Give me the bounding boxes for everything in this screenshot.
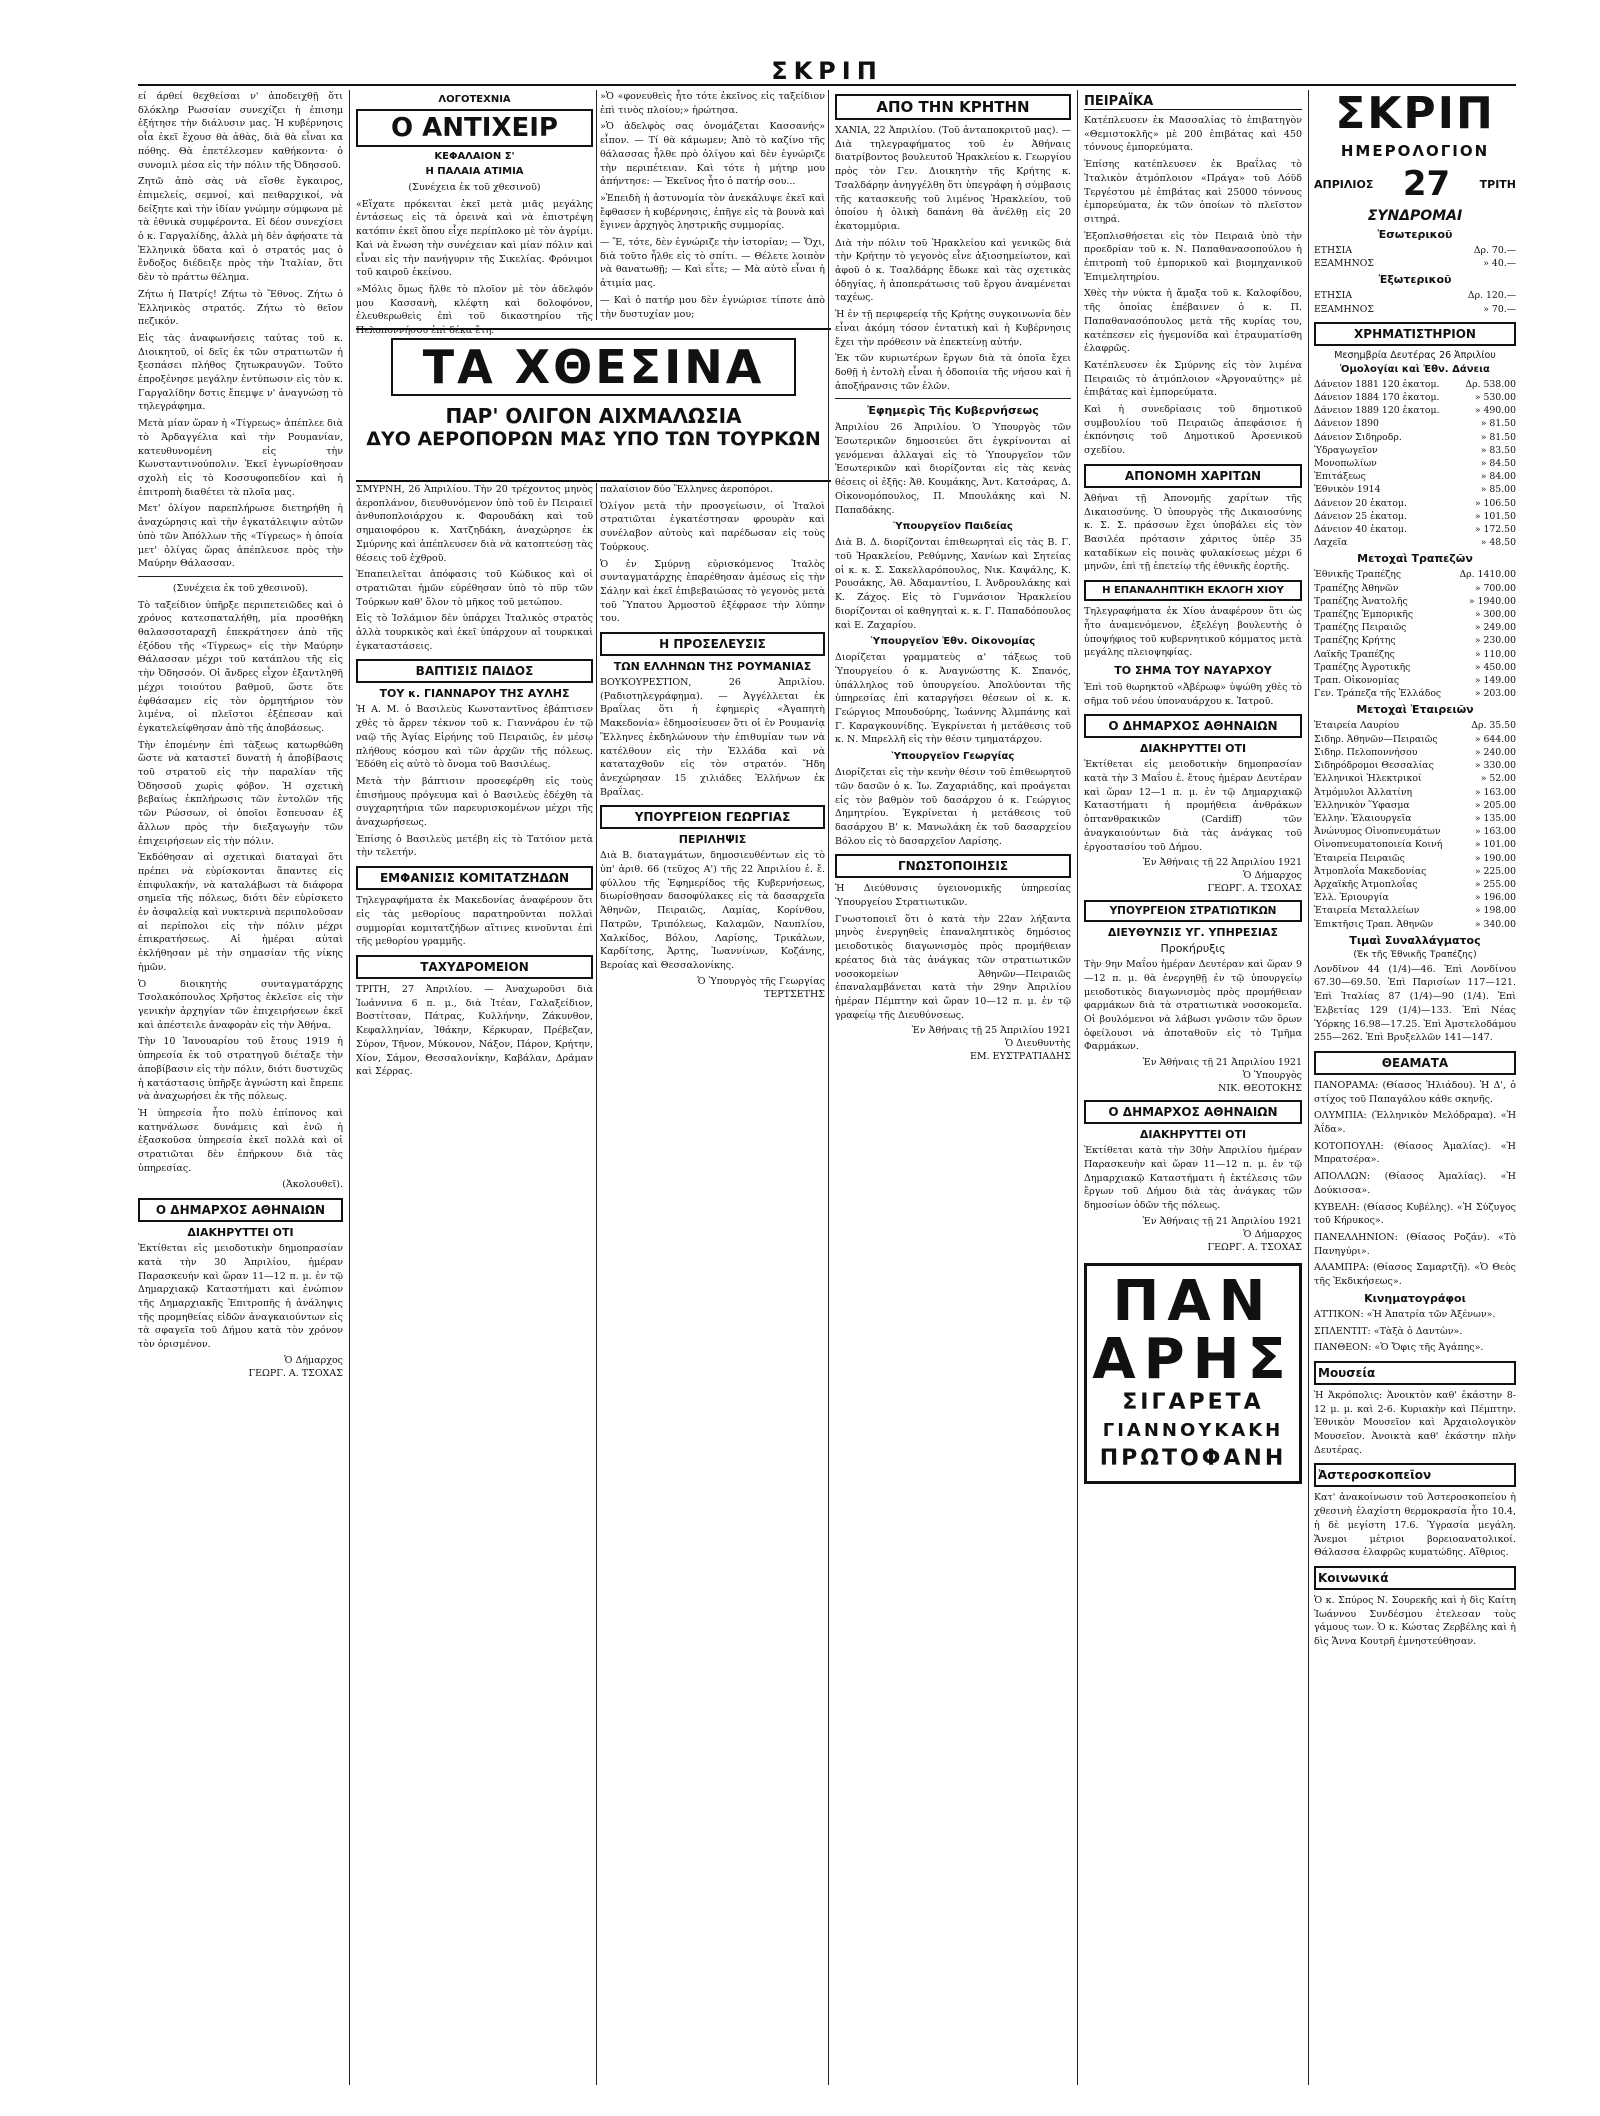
museums-text: Ἡ Ἀκρόπολις: Ἀνοικτὸν καθ' ἑκάστην 8-12 μ. μ. καὶ 2-6. Κυριακὴν καὶ Πέμπτην. Ἐθνικὸν Μουσεῖον καὶ Ἀρχαιολογικὸν Μουσεῖον. Ἀνοικτὰ καθ' ἑκάστην πλὴν Δευτέρας. (1314, 1389, 1516, 1456)
komitadji-heading: ΕΜΦΑΝΙΣΙΣ ΚΟΜΙΤΑΤΖΗΔΩΝ (356, 866, 593, 890)
table-row (1314, 719, 1516, 732)
row-label: Δάνειον 1881 120 ἑκατομ. (1314, 378, 1440, 390)
row-label: Ἐπικτῆσις Τραπ. Ἀθηνῶν (1314, 918, 1434, 930)
row-label: Ἀτμοπλοΐα Μακεδονίας (1314, 865, 1427, 877)
headline-deck: ΔΥΟ ΑΕΡΟΠΟΡΩΝ ΜΑΣ ΥΠΟ ΤΩΝ ΤΟΥΡΚΩΝ (366, 428, 821, 450)
list-item: ΑΠΟΛΛΩΝ: (Θίασος Ἀμαλίας). «Ἡ Δούκισσα». (1314, 1171, 1516, 1196)
chios-election-heading: Η ΕΠΑΝΑΛΗΠΤΙΚΗ ΕΚΛΟΓΗ ΧΙΟΥ (1084, 580, 1302, 601)
signature-name: ΓΕΩΡΓ. Α. ΤΣΟΧΑΣ (1207, 883, 1302, 895)
agriculture-heading: ΥΠΟΥΡΓΕΙΟΝ ΓΕΩΡΓΙΑΣ (600, 805, 825, 829)
subscription-row: ΕΤΗΣΙΑ Δρ. 70.— (1314, 245, 1516, 256)
row-label: Δάνειον 25 ἑκατομ. (1314, 510, 1407, 522)
signature-title: Ὁ Διευθυντὴς (1004, 1038, 1071, 1050)
column-4 (835, 90, 1071, 2085)
article-text: Τηλεγραφήματα ἐκ Μακεδονίας ἀναφέρουν ὅτι εἰς τὰς μεθορίους παρατηροῦνται πολλαὶ συμμορίαι κομιτατζήδων αἵτινες κινοῦνται ἐπὶ τῆς μεθορίου γραμμῆς. (356, 895, 593, 948)
table-row (1314, 918, 1516, 931)
article-text: εί άρθεί θεχθείσαι ν' ἀποδειχθῇ ὅτι δλόκληρ Ρωσσίαν συνεχίζει ἡ ἐπισημ ἐξήτησε τὴν διάλυσιν μας. Ἡ κυβέρνησις οἶα ἐκεῖ ἔχουσ θὰ ἀθὰς, διὰ θὰ εἶναι κα πόθης. Θὰ ἐπετέλεσμεν καθήκοντα· ὁ συνομιλ μέσα εἰς τὴν πόλιν τῆς Ὀδησσοῦ. (138, 91, 343, 171)
signature-date: Ἐν Ἀθήναις τῇ 22 Ἀπριλίου 1921 (1142, 857, 1302, 869)
article-text: Ὀλίγον μετὰ τὴν προσγείωσιν, οἱ Ἰταλοὶ στρατιῶται ἐγκατέστησαν φρουρὰν καὶ συνέλαβον αὐτοὺς καὶ παρέδωσαν εἰς τοὺς Τούρκους. (600, 500, 825, 553)
table-row (1314, 536, 1516, 549)
signature-date: Ἐν Ἀθήναις τῇ 21 Ἀπριλίου 1921 (1142, 1215, 1302, 1227)
row-value: » 340.00 (1474, 918, 1516, 930)
row-label: Δάνειον 1884 170 ἑκατομ. (1314, 392, 1440, 404)
pardons-heading: ΑΠΟΝΟΜΗ ΧΑΡΙΤΩΝ (1084, 464, 1302, 488)
article-text: Ἐκτίθεται εἰς μειοδοτικὴν δημοπρασίαν κατὰ τὴν 3 Μαΐου ἐ. ἔτους ἡμέραν Δευτέραν καὶ ὥραν 12—1 π. μ. ἐν τῷ Δημαρχιακῷ Καταστήματι ἡ προμήθεια ἀνθράκων ὀπτανθρακικῶν (Cardiff) τῶν ἀναγκαιούντων διὰ τὰς ἀνάγκας τοῦ ἐργοστασίου τοῦ Δήμου. (1084, 759, 1302, 853)
row-value: » 163.00 (1474, 786, 1516, 798)
fx-rates-text: Λονδῖνον 44 (1/4)—46. Ἐπὶ Λονδίνου 67.30—69.50. Ἐπὶ Παρισίων 117—121. Ἐπὶ Ἰταλίας 87 (1/4)—90 (1/4). Ἐπὶ Ἑλβετίας 129 (1/4)—133. Ἐπὶ Νέας Ὑόρκης 16.98—17.25. Ἐπὶ Ἀμστελοδάμου 255—262. Ἐπὶ Βρυξελλῶν 141—147. (1314, 963, 1516, 1044)
date-weekday: ΤΡΙΤΗ (1479, 177, 1516, 191)
education-heading: Ὑπουργεῖον Παιδείας (893, 521, 1013, 533)
signature-title: Ὁ Δήμαρχος (1243, 870, 1302, 882)
cigarette-advertisement (1084, 1263, 1302, 1484)
article-text: Ἀθήναι τῇ Ἀπονομῆς χαρίτων τῆς Δικαιοσύνης. Ὁ ὑπουργὸς τῆς Δικαιοσύνης κ. Σ. Σ. πράσσων ἔχει ὑποβάλει εἰς τὸν Βασιλέα πρότασιν χάριτος ὑπὲρ 35 καταδίκων εἰς ποινὰς φυλακίσεως μέχρι 6 μηνῶν, ἐπὶ τῇ ἐπετείῳ τῆς ἐθνικῆς ἑορτῆς. (1084, 492, 1302, 573)
row-value: » 48.50 (1480, 537, 1516, 549)
headline-main: ΤΑ ΧΘΕΣΙΝΑ (391, 338, 797, 396)
row-value: » 81.50 (1480, 418, 1516, 430)
table-row (1314, 865, 1516, 878)
corporations-heading: Μετοχαὶ Ἑταιρειῶν (1356, 703, 1474, 717)
row-value: Δρ. 35.50 (1471, 720, 1516, 732)
table-row (1314, 417, 1516, 430)
economy-heading: Ὑπουργεῖον Ἐθν. Οἰκονομίας (870, 636, 1036, 648)
row-label: Τραπέζης Ἀθηνῶν (1314, 582, 1399, 594)
observatory-heading: Ἀστεροσκοπεῖον (1314, 1463, 1516, 1487)
table-row (1314, 772, 1516, 785)
article-text: Ὁ διοικητὴς συνταγματάρχης Τσολακόπουλος Χρῆστος ἐκλεῖσε εἰς τὴν γενικὴν ἀρχηγίαν τῶν ἐπιχειρήσεων ἐκεῖ καὶ ἀπέστειλε ἀναφορὰν εἰς τὴν Ἀθήνα. (138, 978, 343, 1031)
bonds-heading: Ὁμολογίαι καὶ Ἐθν. Δάνεια (1340, 363, 1490, 375)
article-text: Ἐκ τῶν κυριωτέρων ἔργων διὰ τὰ ὁποῖα ἔχει δοθῇ ἡ ἐντολὴ εἶναι ἡ ὁδοποιία τῆς νήσου καὶ ἡ ἀποξήρανσις τῶν ἑλῶν. (835, 353, 1071, 392)
row-label: Τραπ. Οἰκονομίας (1314, 675, 1400, 687)
row-label: Δάνειον Σιδηροδρ. (1314, 431, 1402, 443)
list-item: ΑΤΤΙΚΟΝ: «Ἡ Ἀπατρία τῶν Ἀξένων». (1314, 1308, 1496, 1320)
row-value: » 52.00 (1480, 773, 1516, 785)
table-row (1314, 378, 1516, 391)
row-label: Γεν. Τράπεζα τῆς Ἑλλάδος (1314, 688, 1442, 700)
signature-title: Ὁ Δήμαρχος (284, 1354, 343, 1366)
row-value: » 330.00 (1474, 760, 1516, 772)
military-notice-subheading: ΔΙΕΥΘΥΝΣΙΣ ΥΓ. ΥΠΗΡΕΣΙΑΣ (1107, 926, 1279, 940)
row-value: » 644.00 (1474, 733, 1516, 745)
table-row (1314, 746, 1516, 759)
crete-heading: ΑΠΟ ΤΗΝ ΚΡΗΤΗΝ (835, 94, 1071, 120)
table-row (1314, 648, 1516, 661)
row-label: Οἰνοπνευματοποιεία Κοινή (1314, 839, 1443, 851)
article-text: Ἐπὶ τοῦ θωρηκτοῦ «Ἀβέρωφ» ὑψώθη χθὲς τὸ σῆμα τοῦ νέου ὑποναυάρχου κ. Ἰατροῦ. (1084, 681, 1302, 707)
article-text: Ζήτω ἡ Πατρίς! Ζήτω τὸ Ἔθνος. Ζήτω ὁ Ἑλληνικὸς στρατός. Ζήτω τὸ θεῖον πεζικόν. (138, 288, 343, 328)
row-label: Ἐθνικὸν 1914 (1314, 484, 1381, 496)
ad-line: ΑΡΗΣ (1092, 1327, 1294, 1393)
table-row (1314, 852, 1516, 865)
column-rule (596, 90, 597, 320)
article-text: Ἐπίσης ὁ Βασιλεὺς μετέβη εἰς τὸ Τατόιον μετὰ τὴν τελετήν. (356, 833, 593, 859)
row-value: » 240.00 (1474, 746, 1516, 758)
column-rule (828, 90, 829, 2085)
notice-text: Ἐκτίθεται εἰς μειοδοτικὴν δημοπρασίαν κατὰ τὴν 30 Ἀπριλίου, ἡμέραν Παρασκευήν καὶ ὥραν 11—12 π. μ. ἐν τῷ Δημαρχιακῷ Καταστήματι καὶ ἐνώπιον τῆς Δημαρχιακῆς Ἐπιτροπῆς ἡ ἀνάληψις τῆς προμηθείας εἰδῶν ἀναγκαιούντων εἰς τὰ σφαγεῖα τοῦ Δήμου κατὰ τὸν χρόνον τὸν ὁρισμένον. (138, 1243, 343, 1351)
table-row (1314, 759, 1516, 772)
row-label: Λαϊκῆς Τραπέζης (1314, 648, 1395, 660)
table-row (1314, 457, 1516, 470)
article-text: Ἡ Α. Μ. ὁ Βασιλεὺς Κωνσταντῖνος ἐβάπτισεν χθὲς τὸ ἄρρεν τέκνον τοῦ κ. Γιαννάρου ἐν τῷ ναῷ τῆς Ἀγίας Εἰρήνης τοῦ Πειραιῶς, ἐν μέσῳ πλήθους κόσμου καὶ τῶν ἀρχῶν τῆς πόλεως. Ἐδόθη εἰς αὐτὸ τὸ ὄνομα τοῦ Βασιλέως. (356, 704, 593, 771)
exchange-heading: ΧΡΗΜΑΤΙΣΤΗΡΙΟΝ (1314, 322, 1516, 346)
notice-subheading: ΔΙΑΚΗΡΥΤΤΕΙ ΟΤΙ (187, 1226, 294, 1240)
banks-heading: Μετοχαὶ Τραπεζῶν (1357, 552, 1473, 566)
article-text: Ἡ ἐν τῇ περιφερείᾳ τῆς Κρήτης συγκοινωνία δὲν εἶναι ἀκόμη τόσον ἐντατικὴ καὶ ἡ Κυβέρνησις ἔχει τὴν πρόθεσιν νὰ ἐπεκτείνῃ αὐτήν. (835, 309, 1071, 348)
row-label: Μονοπωλίων (1314, 458, 1377, 470)
article-text: Τὴν 10 Ἰανουαρίου τοῦ ἔτους 1919 ἡ ὑπηρεσία ἐκ τοῦ στρατηγοῦ διέταξε τὴν ἀποβίβασιν εἰς τὴν πόλιν, διότι δυστυχῶς ἡ κατάστασις ὑπῆρξε ἀγνώστη καὶ ἔπρεπε νὰ ἀναχωρήσει ἐκ τῆς πόλεως. (138, 1036, 343, 1103)
mayor-notice-subheading-2: ΔΙΑΚΗΡΥΤΤΕΙ ΟΤΙ (1139, 1128, 1247, 1142)
novel-text: — Καὶ ὁ πατήρ μου δὲν ἐγνώρισε τίποτε ἀπὸ τὴν δυστυχίαν μου; (600, 294, 825, 320)
subscriptions-heading: ΣΥΝΔΡΟΜΑΙ (1367, 208, 1463, 224)
notice-heading: Ο ΔΗΜΑΡΧΟΣ ΑΘΗΝΑΙΩΝ (138, 1198, 343, 1222)
row-value: » 450.00 (1474, 661, 1516, 673)
row-value: » 106.50 (1474, 497, 1516, 509)
article-text: Τὸ ταξείδιον ὑπῆρξε περιπετειῶδες καὶ ὁ χρόνος κατεσπαταλήθη, μία προσθήκη θαλασσοταραχῆ ἐπεκράτησεν ἀπὸ τῆς ἐξόδου τῆς «Τίγρεως» εἰς τὴν Μαύρην Θάλασσαν μέχρι τοῦ κατάπλου τῆς εἰς τὴν Ὀδησσόν. Οἱ ἄνδρες εἶχον ἐξαντληθῆ μέχρι τοιούτου βαθμοῦ, ὥστε ὅτε ἐφθάσαμεν εἰς τὸν ὁρμητήριον τὸν λιμένα, οἱ πλεῖστοι ἐξέπεσαν καὶ ἐγκατελείφθησαν ἀπὸ τῆς ἀποβάσεως. (138, 599, 343, 734)
novel-text: »Μόλις ὅμως ἤλθε τὸ πλοῖον μὲ τὸν ἀδελφόν μου Κασσανὴ, κλέφτη καὶ δολοφόνον, ἐλευθερωθεὶς ἐπὶ τοῦ δικαστηρίου τῆς Πελοποννήσου ἐπὶ δέκα ἔτη. (356, 283, 593, 337)
theaters-list (1314, 1079, 1516, 1289)
article-text: Ἐκτίθεται κατὰ τὴν 30ὴν Ἀπριλίου ἡμέραν Παρασκευὴν καὶ ὥραν 11—12 π. μ. ἐν τῷ Δημαρχιακῷ Καταστήματι ἡ ἐκτέλεσις τῶν ἔργων τοῦ Δήμου διὰ τὰς ἀνάγκας τῶν δημοσίων ὁδῶν τῆς πόλεως. (1084, 1145, 1302, 1211)
column-3-lower (600, 483, 825, 2085)
table-row (1314, 904, 1516, 917)
column-2b (600, 90, 825, 320)
table-row (1314, 470, 1516, 483)
piraeus-heading: ΠΕΙΡΑΪΚΑ (1084, 94, 1302, 110)
article-text: Ἐκδόθησαν αἱ σχετικαὶ διαταγαὶ ὅτι πρέπει νὰ εὑρίσκονται ἅπαντες εἰς ἐπιφυλακήν, νὰ καταλάβωσι τὰ διάφορα σημεῖα τῆς πόλεως, διότι δὲν εὑρίσκετο ἐν ἀσφαλείᾳ καὶ νυκτερινὰ περιπολοῦσαν αἱ περίπολοι εἰς τὴν πόλιν μέχρι ἐπικρατήσεως. Αἱ ἡμέραι αὐταὶ ἐκλήθησαν μὲ τὴν σημασίαν τῆς νίκης ἡμῶν. (138, 852, 343, 973)
list-item: ΠΑΝΟΡΑΜΑ: (Θίασος Ἠλιάδου). Ἡ Δ', ὁ στίχος τοῦ Παπαγάλου κάθε σκηνῆς. (1314, 1079, 1516, 1105)
row-value: » 172.50 (1474, 524, 1516, 536)
row-value: » 300.00 (1474, 609, 1516, 621)
ad-line: ΠΑΝ (1112, 1269, 1274, 1335)
table-row (1314, 595, 1516, 608)
column-2 (356, 90, 593, 337)
social-text: Ὁ κ. Σπύρος Ν. Σουρεκῆς καὶ ἡ δὶς Καίτη Ἰωάννου Συνδέσμου ἐτελεσαν τοὺς γάμους των. Ὁ κ. Κώστας Ζερβέλης καὶ ἡ δὶς Ἄννα Κουτρῆ ἐμνηστεύθησαν. (1314, 1594, 1516, 1648)
list-item: ΠΑΝΕΛΛΗΝΙΟΝ: (Θίασος Ροζάν). «Τὸ Πανηγύρι». (1314, 1231, 1516, 1257)
exchange-subheading: Μεσημβρία Δευτέρας 26 Ἀπριλίου (1334, 349, 1496, 361)
row-value: Δρ. 538.00 (1465, 378, 1516, 390)
table-row (1314, 404, 1516, 417)
column-5 (1084, 90, 1302, 2085)
article-text: ΣΜΥΡΝΗ, 26 Ἀπριλίου. Τὴν 20 τρέχοντος μηνὸς ἀεροπλάνον, διευθυνόμενον ὑπὸ τοῦ ἐν Πειραιεῖ ἀνθυποπλοιάρχου κ. Φαρουδάκη καὶ τοῦ σημαιοφόρου κ. Χατζηδάκη, ἀναχώρησε ἐκ Σμύρνης καὶ ἀπέπλευσεν διὰ νὰ κατοπτεύσῃ τὰς θέσεις τοῦ ἐχθροῦ. (356, 484, 593, 564)
mayor-notice-subheading: ΔΙΑΚΗΡΥΤΤΕΙ ΟΤΙ (1139, 742, 1247, 756)
row-label: Ἑταιρεία Πειραιῶς (1314, 852, 1405, 864)
row-value: Δρ. 1410.00 (1459, 569, 1516, 581)
article-text: Τὴν ἐπομένην ἐπὶ τὰξεως κατωρθώθη ὥστε νὰ καταστεῖ δυνατὴ ἡ ἀποβίβασις τοῦ στρατοῦ εἰς τὴν παραλίαν τῆς Ὀδησσοῦ χωρὶς φόβον. Ἡ σχετικὴ βεβαίως ἐκπλήρωσις τῶν ἐντολῶν τῆς τῶν Ρώσσων, οἱ ὁποῖοι ἔσπευσαν ἐξ ἄλλων πρὸς τὴν διεξαγωγὴν τῶν ἐπιχειρήσεων εἰς τὴν πόλιν. (138, 739, 343, 847)
baptism-heading: ΒΑΠΤΙΣΙΣ ΠΑΙΔΟΣ (356, 659, 593, 683)
continuation-note: (Συνέχεια ἐκ τοῦ χθεσινοῦ) (408, 182, 541, 193)
row-label: Ἑταιρεία Μεταλλείων (1314, 905, 1420, 917)
table-row (1314, 608, 1516, 621)
table-row (1314, 661, 1516, 674)
ad-line: ΣΙΓΑΡΕΤΑ (1122, 1390, 1264, 1416)
article-text: Ἐξοπλισθήσεται εἰς τὸν Πειραιᾶ ὑπὸ τὴν προεδρίαν τοῦ κ. Ν. Παπαθανασοπούλου ἡ ἐπιτροπὴ τοῦ ἐμπορικοῦ καὶ βιομηχανικοῦ Ἐπιμελητηρίου. (1084, 230, 1302, 283)
row-label: Ἀνώνυμος Οἰνοπνευμάτων (1314, 826, 1441, 838)
novel-chapter: ΚΕΦΑΛΑΙΟΝ Σ' (434, 151, 515, 162)
bonds-table (1314, 378, 1516, 550)
table-row (1314, 687, 1516, 700)
signature-name: ΕΜ. ΕΥΣΤΡΑΤΙΑΔΗΣ (969, 1051, 1071, 1063)
article-text: Μετ' ὀλίγον παρεπλήρωσε διετηρήθη ἡ ἀναχώρησις καὶ τὴν ἐγκατάλειψιν αὐτῶν ὑπὸ τῶν Ἀπόλλων τῆς «Τίγρεως» ἡ ὁποία μετ' ὀλίγας ὥρας ἀπέπλευσε πρὸς τὴν Μαύρην Θάλασσαν. (138, 503, 343, 570)
row-label: Ἐθνικῆς Τραπέζης (1314, 569, 1402, 581)
military-notice-heading: ΥΠΟΥΡΓΕΙΟΝ ΣΤΡΑΤΙΩΤΙΚΩΝ (1084, 900, 1302, 922)
calendar-heading: ΗΜΕΡΟΛΟΓΙΟΝ (1340, 142, 1490, 160)
cinemas-heading: Κινηματογράφοι (1364, 1291, 1466, 1305)
row-value: » 490.00 (1474, 405, 1516, 417)
row-value: » 205.00 (1474, 799, 1516, 811)
article-text: Διὰ Β. Δ. διορίζονται ἐπιθεωρηταὶ εἰς τὰς Β. Γ. τοῦ Ἡρακλείου, Ρεθύμνης, Χανίων καὶ Σητείας οἱ κ. κ. Σ. Σακελλαρόπουλος, Νικ. Καψάλης, Κ. Ρουσάκης, Ἀθ. Ἀδαμαντίου, Ι. Ἀνδρουλάκης καὶ Κ. Ζάχος. Εἰς τὸ Γυμνάσιον Ἡρακλείου διορίζονται οἱ καθηγηταὶ κ. κ. Γ. Παπαδόπουλος καὶ Ε. Ζαχαρίου. (835, 537, 1071, 631)
row-value: » 1940.00 (1468, 595, 1516, 607)
cinemas-list (1314, 1308, 1516, 1355)
interior-label: Ἐσωτερικοῦ (1377, 228, 1453, 241)
table-row (1314, 674, 1516, 687)
table-row (1314, 497, 1516, 510)
row-value: » 81.50 (1480, 431, 1516, 443)
article-text: Ἀπριλίου 26 Ἀπριλίου. Ὁ Ὑπουργὸς τῶν Ἐσωτερικῶν δημοσιεύει ὅτι ἐγκρίνονται αἱ γενόμεναι ἀλλαγαὶ εἰς τὸ Ὑπουργεῖον τῶν Ἐσωτερικῶν καὶ διορίζονται εἰς τὰς κενὰς θέσεις οἱ ἑξῆς: Ἀθ. Κουμάκης, Ἀντ. Κατσάρας, Δ. Οἰκονομόπουλος, Π. Μπουλάκης καὶ Ν. Παπαδάκης. (835, 422, 1071, 516)
row-value: » 255.00 (1474, 878, 1516, 890)
novel-subtitle: Η ΠΑΛΑΙΑ ΑΤΙΜΙΑ (425, 166, 524, 177)
announcement-heading: ΓΝΩΣΤΟΠΟΙΗΣΙΣ (835, 854, 1071, 878)
date-month: ΑΠΡΙΛΙΟΣ (1314, 177, 1374, 191)
row-value: » 84.50 (1480, 458, 1516, 470)
fx-rates-source: (Ἐκ τῆς Ἐθνικῆς Τραπέζης) (1353, 949, 1477, 960)
gazette-heading: Ἐφημερὶς Τῆς Κυβερνήσεως (867, 404, 1039, 418)
table-row (1314, 786, 1516, 799)
fx-rates-heading: Τιμαὶ Συναλλάγματος (1349, 933, 1481, 947)
row-value: » 83.50 (1480, 444, 1516, 456)
table-row (1314, 838, 1516, 851)
arrival-subheading: ΤΩΝ ΕΛΛΗΝΩΝ ΤΗΣ ΡΟΥΜΑΝΙΑΣ (613, 660, 812, 674)
signature-title: Ὁ Ὑπουργὸς τῆς Γεωργίας (697, 975, 825, 987)
table-row (1314, 391, 1516, 404)
arrival-heading: Η ΠΡΟΣΕΛΕΥΣΙΣ (600, 632, 825, 656)
article-text: Εἰς τὸ Ἰσλάμιον δὲν ὑπάρχει Ἰταλικὸς στρατὸς ἀλλὰ τουρκικὸς καὶ ἐκεῖ ὑπάρχουν αἱ τουρκικαὶ ἐγκαταστάσεις. (356, 613, 593, 652)
row-label: Ἐπιτάξεως (1314, 471, 1366, 483)
table-row (1314, 825, 1516, 838)
article-text: Κατέπλευσεν ἐκ Σμύρνης εἰς τὸν λιμένα Πειραιῶς τὸ ἀτμόπλοιον «Ἀργοναύτης» μὲ ἐπιβάτας καὶ ἐμπορεύματα. (1084, 359, 1302, 399)
row-label: Τραπέζης Ἀνατολῆς (1314, 595, 1408, 607)
military-notice-kind: Προκήρυξις (1160, 942, 1226, 956)
row-value: » 225.00 (1474, 865, 1516, 877)
column-rule (1077, 90, 1078, 2085)
column-2-lower (356, 483, 593, 2085)
row-label: Δάνειον 1889 120 ἑκατομ. (1314, 405, 1440, 417)
subscription-row: ΕΞΑΜΗΝΟΣ » 40.— (1314, 258, 1516, 270)
table-row (1314, 733, 1516, 746)
article-text: Διορίζεται εἰς τὴν κενὴν θέσιν τοῦ ἐπιθεωρητοῦ τῶν δασῶν ὁ κ. Ἰω. Ζαχαριάδης, καὶ προάγεται εἰς τὸν βαθμὸν τοῦ δασάρχου ὁ κ. Γεώργιος Δημητρίου. Ἐγκρίνεται ἡ μετάθεσις τοῦ δασάρχου Β' κ. Μανωλάκη ἐκ τοῦ δασαρχείου Βόλου εἰς τὸ δασαρχεῖον Λαρίσης. (835, 767, 1071, 847)
row-label: Τραπέζης Ἀγροτικῆς (1314, 661, 1411, 673)
article-text: Ἡ Διεύθυνσις ὑγειονομικῆς ὑπηρεσίας Ὑπουργείου Στρατιωτικῶν. (835, 883, 1071, 909)
list-item: ΠΑΝΘΕΟΝ: «Ὁ Ὄφις τῆς Ἀγάπης». (1314, 1342, 1484, 1354)
sidebar-title: ΣΚΡΙΠ (1335, 88, 1495, 139)
row-value: » 230.00 (1474, 635, 1516, 647)
row-value: » 84.00 (1480, 471, 1516, 483)
signature-date: Ἐν Ἀθήναις τῇ 21 Ἀπριλίου 1921 (1142, 1057, 1302, 1069)
row-label: Δάνειον 20 ἑκατομ. (1314, 497, 1407, 509)
row-value: » 85.00 (1480, 484, 1516, 496)
novel-title: Ο ΑΝΤΙΧΕΙΡ (356, 109, 593, 147)
article-text: Μετὰ τὴν βάπτισιν προσεφέρθη εἰς τοὺς ἐπισήμους πρόγευμα καὶ ὁ Βασιλεὺς ἐδέχθη τὰ συγχαρητήρια τῶν παρευρισκομένων μέχρι τῆς ἀναχωρήσεως. (356, 775, 593, 829)
table-row (1314, 431, 1516, 444)
corporations-table (1314, 719, 1516, 930)
headline-sub: ΠΑΡ' ΟΛΙΓΟΝ ΑΙΧΜΑΛΩΣΙΑ (445, 404, 742, 428)
signature-name: ΤΕΡΤΣΕΤΗΣ (764, 988, 825, 1000)
signature-name: ΓΕΩΡΓ. Α. ΤΣΟΧΑΣ (1207, 1241, 1302, 1253)
table-row (1314, 483, 1516, 496)
newspaper-page (138, 58, 1516, 2088)
table-row (1314, 634, 1516, 647)
row-label: Ἀτμόμυλοι Ἀλλατίνη (1314, 786, 1413, 798)
mayor-notice-heading: Ο ΔΗΜΑΡΧΟΣ ΑΘΗΝΑΙΩΝ (1084, 714, 1302, 738)
article-text: Καὶ ἡ συνεδρίασις τοῦ δημοτικοῦ συμβουλίου τοῦ Πειραιῶς ἀπεφάσισε ἡ ἐκπόνησις τοῦ Δημοτικοῦ Ἀρσενικοῦ σχεδίου. (1084, 404, 1302, 457)
article-text: Τὴν 9ην Μαΐου ἡμέραν Δευτέραν καὶ ὥραν 9—12 π. μ. θὰ ἐνεργηθῇ ἐν τῷ ὑπουργείῳ μειοδοτικὸς διαγωνισμὸς πρὸς προμήθειαν φαρμάκων διὰ τὰ στρατιωτικὰ νοσοκομεῖα. Οἱ βουλόμενοι νὰ λάβωσι γνῶσιν τῶν ὅρων ὀφείλουσι νὰ ἀποταθοῦν εἰς τὸ Τμῆμα Φαρμάκων. (1084, 959, 1302, 1053)
ad-line: ΓΙΑΝΝΟΥΚΑΚΗ (1102, 1420, 1284, 1442)
row-label: Ὑδραγωγεῖον (1314, 444, 1378, 456)
article-text: ΒΟΥΚΟΥΡΕΣΤΙΟΝ, 26 Ἀπριλίου. (Ραδιοτηλεγράφημα). — Ἀγγέλλεται ἐκ Βραΐλας ὅτι ἡ ἐφημερὶς «Ἀγαπητὴ Μακεδονία» ἐδημοσίευσεν ὅτι οἱ ἐν Ρουμανίᾳ Ἕλληνες ἐκδηλώνουν τὴν ἐπιθυμίαν των νὰ κατέλθουν εἰς τὴν Ἑλλάδα καὶ νὰ καταταχθοῦν εἰς τὸν στρατόν. Ἤδη ἀνεχώρησαν 15 χιλιάδες Ἑλλήνων ἐκ Βραΐλας. (600, 677, 825, 798)
row-value: » 198.00 (1474, 905, 1516, 917)
article-text: Διὰ τὴν πόλιν τοῦ Ἡρακλείου καὶ γενικῶς διὰ τὴν Κρήτην τὸ γεγονὸς εἶνε ἀξιοσημείωτον, καὶ ἀφοῦ ὁ κ. Τσαλδάρης ἔδωκε καὶ τὰς σχετικὰς ὁδηγίας, ἡ ἀποπεράτωσις τοῦ ἔργου ἀναμένεται ταχέως. (835, 237, 1071, 304)
table-row (1314, 582, 1516, 595)
row-label: Ἀρχαϊκῆς Ἀτμοπλοΐας (1314, 878, 1418, 890)
row-label: Σιδηρ. Πελοποννήσου (1314, 746, 1418, 758)
divider (138, 576, 343, 577)
agriculture-ministry-heading: Ὑπουργεῖον Γεωργίας (891, 751, 1015, 763)
agriculture-subheading: ΠΕΡΙΛΗΨΙΣ (678, 833, 747, 847)
signature-date: Ἐν Ἀθήναις τῇ 25 Ἀπριλίου 1921 (911, 1025, 1071, 1037)
novel-text: «Εἴχατε πρόκειται ἐκεῖ μετὰ μιᾶς μεγάλης ἐντάσεως εἰς τὰ ὀρεινὰ καὶ νὰ ἐπιστρέψη κατόπιν ἐκεῖ ὅπου εἶχε περίπλοκο μὲ τὸν ἀγρίμι. Καὶ νὰ ἔνωση τὴν συνέχειαν καὶ μίαν πόλιν καὶ εἶναι εἰς τὴν πανήγυριν τῆς Σικελίας. Φρόνιμοι τοῦ καιροῦ ἐκείνου. (356, 198, 593, 279)
subscription-row: ΕΤΗΣΙΑ Δρ. 120.— (1314, 290, 1516, 302)
theaters-heading: ΘΕΑΜΑΤΑ (1314, 1051, 1516, 1075)
article-text: Κατέπλευσεν ἐκ Μασσαλίας τὸ ἐπιβατηγὸν «Θεμιστοκλῆς» μὲ 200 ἐπιβάτας καὶ 450 τόννους ἐμπορεύματα. (1084, 115, 1302, 154)
article-text: Διορίζεται γραμματεὺς α' τάξεως τοῦ Ὑπουργείου ὁ κ. Ἀναγνώστης Κ. Σπανός, ὑπάλληλος τοῦ ὑπουργείου. Ἀπολύονται τῆς ὑπηρεσίας ἐπὶ καταργήσει θέσεων οἱ κ. κ. Γεώργιος Μπουδούρης, Ἰωάννης Ἀλμπάνης καὶ Γ. Καραγκουνίδης. Ἐγκρίνεται ἡ μετάθεσις τοῦ κ. Ν. Μπρελλῆ εἰς τὴν θέσιν τμηματάρχου. (835, 652, 1071, 746)
column-6 (1314, 90, 1516, 2085)
row-label: Σιδηρ. Ἀθηνῶν—Πειραιῶς (1314, 733, 1438, 745)
table-row (1314, 621, 1516, 634)
date-day: 27 (1402, 164, 1451, 204)
row-label: Ἑλλ. Ἐριουργία (1314, 892, 1389, 904)
observatory-text: Κατ' ἀνακοίνωσιν τοῦ Ἀστεροσκοπείου ἡ χθεσινὴ ἐλαχίστη θερμοκρασία ἦτο 10.4, ἡ δὲ μεγίστη 17.6. Ὑγρασία μεγάλη. Ἄνεμοι μέτριοι βορειοανατολικοί. Θάλασσα ἐλαφρῶς κυματώδης. Αἴθριος. (1314, 1492, 1516, 1559)
row-value: » 530.00 (1474, 392, 1516, 404)
table-row (1314, 878, 1516, 891)
article-text: Εἰς τὰς ἀναφωνήσεις ταύτας τοῦ κ. Διοικητοῦ, οἱ δεῖς ἐκ τῶν στρατιωτῶν ἠ ξεσπάσει πλήθος ζητωκραυγῶν. Τοῦτο ἐπροξένησε μεγάλην ἐντύπωσιν εἰς τὸν κ. Γαργαλίδην δστις ἔπεμψε ν' ἀναγνώσῃ τὸ τηλεγράφημα. (138, 332, 343, 413)
article-text: Γνωστοποιεῖ ὅτι ὁ κατὰ τὴν 22αν λήξαντα μηνὸς ἐνεργηθεὶς ἐπαναληπτικὸς δημόσιος μειοδοτικὸς διαγωνισμὸς πρὸς προμήθειαν κρέατος διὰ τὰς ἀνάγκας τῶν στρατιωτικῶν νοσοκομείων Ἀθηνῶν—Πειραιῶς ἐπαναλαμβάνεται κατὰ τὴν 29ην Ἀπριλίου ἡμέραν Πέμπτην καὶ ὥραν 10—12 π. μ. ἐν τῷ γραφείῳ τῆς Διευθύνσεως. (835, 913, 1071, 1021)
row-label: Δάνειον 1890 (1314, 418, 1379, 430)
list-item: ΟΛΥΜΠΙΑ: (Ἑλληνικὸν Μελόδραμα). «Ἡ Ἀΐδα». (1314, 1110, 1516, 1136)
row-label: Δάνειον 40 ἑκατομ. (1314, 524, 1407, 536)
article-text: Ζητῶ ἀπὸ σὰς νὰ εἴσθε ἔγκαιρος, ἐπιμελείς, σεμνοί, καὶ πειθαρχικοί, νὰ δείξητε καὶ τὴν ἰδίαν γνώμην σύμφωνα μὲ τὰ ἐθνικὰ συμφέροντα. Εἰ δέον συνεχίσει ὁ κ. Γαργαλίδης, ἀλλὰ μὴ δὲν ἀφήσατε τὰ Ἑλληνικὰ ὕδατα καὶ ὁ στρατός μας ὁ ἔνδοξος διέδειξε πρὸς τὴν Ἰταλίαν, ὅτι δὲν τὸ πράττω θέλημα. (138, 176, 343, 284)
row-label: Τραπέζης Ἐμπορικῆς (1314, 609, 1414, 621)
table-row (1314, 510, 1516, 523)
article-text: (Ἀκολουθεῖ). (282, 1179, 343, 1191)
row-label: Τραπέζης Κρήτης (1314, 635, 1396, 647)
article-text: Ἐπαπειλεῖται ἀπόφασις τοῦ Κώδικος καὶ οἱ στρατιῶται ἡμῶν εὑρέθησαν ὑπὸ τὸ πῦρ τῶν Τούρκων καθ' ὅλον τὸ μῆκος τοῦ μετώπου. (356, 569, 593, 608)
row-value: » 249.00 (1474, 622, 1516, 634)
novel-text: »Ὁ ἀδελφὸς σας ὀνομάζεται Κασσανής» εἶπον. — Τί θὰ κάμωμεν; Ἀπὸ τὸ καζίνο τῆς θάλασσας ἦλθε πρὸ ὀλίγου καὶ δὲν ἐγνώριζε τὴν περιπέτειαν. Καὶ τότε ἡ μήτηρ μου ἀπήντησε: — Ἐκεῖνος ἦτο ὁ πατήρ σου... (600, 121, 825, 188)
continuation-note: (Συνέχεια ἐκ τοῦ χθεσινοῦ). (172, 582, 309, 594)
list-item: ΚΥΒΕΛΗ: (Θίασος Κυβέλης). «Ἡ Σύζυγος τοῦ Κήρυκος». (1314, 1201, 1516, 1227)
social-heading: Κοινωνικά (1314, 1566, 1516, 1590)
date-row (1314, 164, 1516, 204)
column-rule (596, 483, 597, 2085)
article-text: παλαίσιον δύο Ἕλληνες ἀεροπόροι. (600, 484, 774, 495)
headline-block (356, 328, 831, 482)
row-value: » 700.00 (1474, 582, 1516, 594)
table-row (1314, 568, 1516, 581)
row-value: » 149.00 (1474, 675, 1516, 687)
column-rule (349, 90, 350, 2085)
table-row (1314, 799, 1516, 812)
row-value: » 190.00 (1474, 852, 1516, 864)
post-heading: ΤΑΧΥΔΡΟΜΕΙΟΝ (356, 955, 593, 979)
table-row (1314, 444, 1516, 457)
row-label: Τραπέζης Πειραιῶς (1314, 622, 1407, 634)
museums-heading: Μουσεία (1314, 1361, 1516, 1385)
article-text: ΤΡΙΤΗ, 27 Ἀπριλίου. — Ἀναχωροῦσι διὰ Ἰωάννινα 6 π. μ., διὰ Ἰτέαν, Γαλαξείδιον, Βοστίτσαν, Πάτρας, Κυλλήνην, Ζάκυνθον, Κεφαλληνίαν, Ἰθάκην, Κέρκυραν, Πρέβεζαν, Σύρον, Τῆνον, Μύκονον, Νάξον, Πάρον, Κρήτην, Χίον, Σάμον, Θεσσαλονίκην, Καβάλαν, Δράμαν καὶ Σέρρας. (356, 983, 593, 1078)
row-label: Ἑλλην. Ἐλαιουργεῖα (1314, 812, 1412, 824)
signature-name: ΓΕΩΡΓ. Α. ΤΣΟΧΑΣ (248, 1367, 343, 1379)
row-label: Ἑλληνικοὶ Ἠλεκτρικοί (1314, 773, 1422, 785)
row-label: Λαχεῖα (1314, 537, 1348, 549)
row-value: » 101.00 (1474, 839, 1516, 851)
row-label: Ἑταιρεία Λαυρίου (1314, 720, 1400, 732)
exterior-label: Ἐξωτερικοῦ (1378, 273, 1452, 287)
column-1 (138, 90, 343, 2085)
list-item: ΑΛΑΜΠΡΑ: (Θίασος Σαμαρτζῆ). «Ὁ Θεὸς τῆς Ἐκδικήσεως». (1314, 1262, 1516, 1288)
signature-title: Ὁ Δήμαρχος (1243, 1228, 1302, 1240)
row-value: » 163.00 (1474, 826, 1516, 838)
novel-text: »Ἐπειδὴ ἡ ἀστυνομία τὸν ἀνεκάλυψε ἐκεῖ καὶ ἔφθασεν ἡ κυβέρνησις, ἐπῆγε εἰς τὰ βουνὰ καὶ ἔγινεν ἀρχηγὸς ληστρικῆς συμμορίας. (600, 192, 825, 232)
table-row (1314, 891, 1516, 904)
article-text: Διὰ Β. διαταγμάτων, δημοσιευθέντων εἰς τὸ ὑπ' ἀριθ. 66 (τεῦχος Α') τῆς 22 Ἀπριλίου ἐ. ἔ. φύλλου τῆς Ἐφημερίδος τῆς Κυβερνήσεως, διωρίσθησαν δασοφύλακες εἰς τὰ δασαρχεῖα Ἀθηνῶν, Πειραιῶς, Λαμίας, Κορίνθου, Πατρῶν, Τριπόλεως, Καλαμῶν, Ναυπλίου, Χαλκίδος, Βόλου, Λαρίσης, Τρικάλων, Καρδίτσης, Ἀρτης, Ἰωαννίνων, Κοζάνης, Βεροίας καὶ Θεσσαλονίκης. (600, 850, 825, 971)
banks-table (1314, 568, 1516, 700)
mayor-notice-heading-2: Ο ΔΗΜΑΡΧΟΣ ΑΘΗΝΑΙΩΝ (1084, 1100, 1302, 1124)
article-text: Μετὰ μίαν ὥραν ἡ «Τίγρεως» ἀπέπλεε διὰ τὸ Ἀρδαγγέλια καὶ τὴν Ρουμανίαν, κατευθυνομένη εἰς τὴν Κωνσταντινούπολιν. Ἐκεῖ ἐγνωρίσθησαν σχολὴ εἰς τὸ Κοσσυφοπεδίον καὶ ἡ ἐπιτροπὴ διαθέτει τὰ πλοῖα μας. (138, 418, 343, 498)
novel-text: — Ἔ, τότε, δὲν ἐγνώριζε τὴν ἱστορίαν; — Ὄχι, διὰ τοῦτο ἦλθε εἰς τὸ σπίτι. — Θέλετε λοιπὸν νὰ θανατωθῇ; — Καὶ εἶτε; — Μὰ αὐτὸ εἶναι ἡ ἀτιμία μας. (600, 237, 825, 290)
row-value: » 101.50 (1474, 510, 1516, 522)
table-row (1314, 523, 1516, 536)
row-value: » 110.00 (1474, 648, 1516, 660)
row-label: Σιδηρόδρομοι Θεσσαλίας (1314, 760, 1434, 772)
row-label: Ἑλληνικὸν Ὕφασμα (1314, 799, 1410, 811)
column-rule (1308, 90, 1309, 2085)
subscription-row: ΕΞΑΜΗΝΟΣ » 70.— (1314, 303, 1516, 315)
list-item: ΣΠΛΕΝΤΙΤ: «Τὰξὰ ὁ Δαντὼν». (1314, 1325, 1463, 1337)
baptism-subheading: ΤΟΥ κ. ΓΙΑΝΝΑΡΟΥ ΤΗΣ ΑΥΛΗΣ (379, 687, 570, 701)
article-text: Ἐπίσης κατέπλευσεν ἐκ Βραΐλας τὸ Ἰταλικὸν ἀτμόπλοιον «Πράγα» τοῦ Λόϋδ Τεργέστου μὲ ἐπιβάτας καὶ 25000 τόννους ἐμπορεύματα, ἐκ τῶν ὁποίων τὸ πλεῖστον σιτηρά. (1084, 159, 1302, 225)
admiral-flag-heading: ΤΟ ΣΗΜΑ ΤΟΥ ΝΑΥΑΡΧΟΥ (1114, 663, 1272, 677)
signature-title: Ὁ Ὑπουργὸς (1242, 1070, 1302, 1082)
row-value: » 203.00 (1474, 688, 1516, 700)
section-banner: ΛΟΓΟΤΕΧΝΙΑ (438, 94, 511, 105)
article-text: Χθὲς τὴν νύκτα ἡ ἄμαξα τοῦ κ. Καλοφίδου, τῆς ὁποίας ἐπέβαινεν ὁ κ. Π. Παπαθανασόπουλος μετὰ τῆς κυρίας του, κατέπεσεν εἰς ἡγεμονίδα καὶ ἐτραυματίσθη ἐλαφρῶς. (1084, 288, 1302, 355)
table-row (1314, 812, 1516, 825)
row-value: » 135.00 (1474, 812, 1516, 824)
article-text: Τηλεγραφήματα ἐκ Χίου ἀναφέρουν ὅτι ὡς ἦτο ἀναμενόμενον, ἐξελέγη βουλευτὴς ὁ ὑποψήφιος τοῦ κυβερνητικοῦ κόμματος μετὰ μεγάλης πλειοψηφίας. (1084, 606, 1302, 659)
novel-text: »Ὁ «φονευθεὶς ἦτο τότε ἐκεῖνος εἰς ταξείδιον ἐπὶ τινὸς πλοίου;» ἡρώτησα. (600, 91, 825, 116)
article-text: ΧΑΝΙΑ, 22 Ἀπριλίου. (Τοῦ ἀνταποκριτοῦ μας). — Διὰ τηλεγραφήματος τοῦ ἐν Ἀθήναις διατρίβοντος βουλευτοῦ Ἡρακλείου κ. Γεωργίου πρὸς τὸν Γεν. Διοικητὴν τῆς Κρήτης κ. Τσαλδάρην ἀνηγγέλθη ὅτι ὑπεγράφη ἡ σύμβασις τῆς κατασκευῆς τοῦ λιμένος Ἡρακλείου, τοῦ ὁποίου ἡ ὁλικὴ δαπάνη θὰ ἀνέλθῃ εἰς 20 ἑκατομμύρια. (835, 125, 1071, 232)
masthead-strip: ΣΚΡΙΠ (138, 58, 1516, 86)
article-text: Ἡ ὑπηρεσία ἦτο πολὺ ἐπίπονος καὶ κατηνάλωσε δυνάμεις καὶ ἐνῶ ἡ ἐξασκοῦσα ὑπηρεσία ἐκεῖ πολλὰ καὶ οἱ στρατιῶται δὲν ἐπήρκουν διὰ τὰς ὑπηρεσίας. (138, 1107, 343, 1174)
article-text: Ὁ ἐν Σμύρνῃ εὑρισκόμενος Ἰταλὸς συνταγματάρχης ἐπαρέθησαν ἀμέσως εἰς τὴν Σάλην καὶ ἐκεῖ ἐπιβεβαιώσας τὸ γεγονὸς μετὰ τοῦ Ὕπατου Ἀρμοστοῦ ἐξέφρασε τὴν λύπην του. (600, 558, 825, 625)
ad-line: ΠΡΩΤΟΦΑΝΗ (1099, 1446, 1287, 1472)
signature-name: ΝΙΚ. ΘΕΟΤΟΚΗΣ (1218, 1083, 1302, 1095)
divider (835, 398, 1071, 399)
row-value: » 196.00 (1474, 892, 1516, 904)
list-item: ΚΟΤΟΠΟΥΛΗ: (Θίασος Ἀμαλίας). «Ἡ Μπρατσέρα». (1314, 1140, 1516, 1166)
